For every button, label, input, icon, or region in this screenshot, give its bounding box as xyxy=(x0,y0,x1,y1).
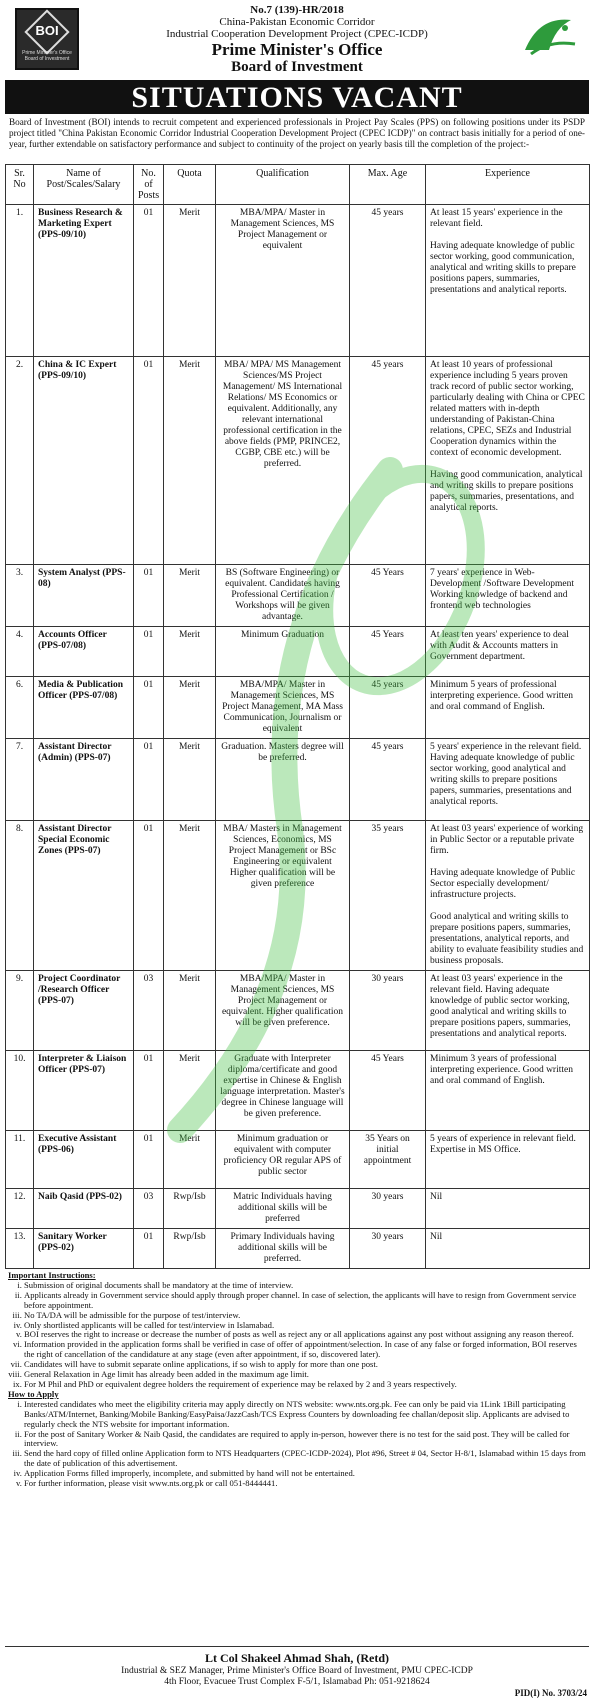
cell-quota: Merit xyxy=(164,971,216,1051)
cell-no: 8. xyxy=(6,821,34,971)
cell-qual: MBA/MPA/ Master in Management Sciences, MS Project Management, MA Mass Communication, Journalism or equivalent xyxy=(216,677,350,739)
instructions-title: Important Instructions: xyxy=(8,1270,96,1280)
emblem-icon xyxy=(519,10,581,64)
cell-age: 30 years xyxy=(350,1229,426,1269)
cell-qual: MBA/ Masters in Management Sciences, Economics, MS Project Management or BSc Engineering or equivalent Higher qualification will be given preference xyxy=(216,821,350,971)
cell-name: Media & Publication Officer (PPS-07/08) xyxy=(34,677,134,739)
cell-no: 2. xyxy=(6,357,34,565)
column-header: Max. Age xyxy=(350,165,426,205)
cell-exp: 5 years' experience in the relevant field. Having adequate knowledge of public sector working, good analytical and writing skills to prepare positions papers, summaries, presentations and analytical reports. xyxy=(426,739,590,821)
cell-quota: Merit xyxy=(164,739,216,821)
cell-no: 10. xyxy=(6,1051,34,1131)
cell-age: 35 years xyxy=(350,821,426,971)
cell-posts: 03 xyxy=(134,971,164,1051)
cell-posts: 01 xyxy=(134,205,164,357)
cell-exp: Minimum 3 years of professional interpreting experience. Good written and oral command of English. xyxy=(426,1051,590,1131)
instruction-item: ii. Applicants already in Government service should apply through proper channel. In case of selection, the applicants will have to resign from Government service before appointment. xyxy=(24,1291,586,1311)
cell-posts: 01 xyxy=(134,1051,164,1131)
cell-qual: Minimum Graduation xyxy=(216,627,350,677)
instruction-item: v. BOI reserves the right to increase or decrease the number of posts as well as reject any or all applications against any post without assigning any reason thereof. xyxy=(24,1330,586,1340)
cell-age: 45 Years xyxy=(350,627,426,677)
cell-exp: At least 03 years' experience in the relevant field. Having adequate knowledge of public sector working, good analytical and writing skills to prepare positions papers, summaries, presentations and analytical reports. xyxy=(426,971,590,1051)
cell-qual: Graduate with Interpreter diploma/certificate and good expertise in Chinese & English language interpretation. Master's degree in Chinese language will be given preference. xyxy=(216,1051,350,1131)
cell-no: 11. xyxy=(6,1131,34,1189)
cell-exp: 7 years' experience in Web-Development /Software Development Working knowledge of backend and frontend web technologies xyxy=(426,565,590,627)
cell-qual: Graduation. Masters degree will be preferred. xyxy=(216,739,350,821)
cell-posts: 01 xyxy=(134,739,164,821)
cell-name: Executive Assistant (PPS-06) xyxy=(34,1131,134,1189)
signature-block xyxy=(5,1646,589,1700)
cell-posts: 01 xyxy=(134,357,164,565)
table-row xyxy=(6,739,590,821)
boi-logo xyxy=(15,8,79,70)
instruction-item: i. Submission of original documents shall be mandatory at the time of interview. xyxy=(24,1281,586,1291)
situations-vacant-banner: SITUATIONS VACANT xyxy=(5,80,589,114)
cell-quota: Merit xyxy=(164,205,216,357)
instruction-item: i. Interested candidates who meet the eligibility criteria may apply directly on NTS website: www.nts.org.pk. Fee can only be paid via 1Link 1Bill participating Banks/ATM/Internet, Banking/Mobile Banking/EasyPaisa/JazzCash/TCS Express Counters by downloading fee challan/deposit slip. Applicants are advised to regularly check the NTS website for important information. xyxy=(24,1400,586,1430)
cell-no: 9. xyxy=(6,971,34,1051)
cell-name: System Analyst (PPS-08) xyxy=(34,565,134,627)
instruction-item: iv. Application Forms filled improperly, incomplete, and submitted by hand will not be entertained. xyxy=(24,1469,586,1479)
instruction-item: iv. Only shortlisted applicants will be called for test/interview in Islamabad. xyxy=(24,1321,586,1331)
instruction-item: iii. Send the hard copy of filled online Application form to NTS Headquarters (CPEC-ICDP-2024), Plot #96, Street # 04, Sector H-8/1, Islamabad within 15 days from the date of publication of this advertisement. xyxy=(24,1449,586,1469)
signatory-designation: Industrial & SEZ Manager, Prime Minister's Office Board of Investment, PMU CPEC-ICDP xyxy=(121,1666,473,1676)
signatory-name: Lt Col Shakeel Ahmad Shah, (Retd) xyxy=(204,1651,390,1665)
header xyxy=(5,4,589,80)
how-to-apply-title: How to Apply xyxy=(8,1388,59,1399)
office-title: Prime Minister's Office xyxy=(211,40,383,59)
table-row xyxy=(6,971,590,1051)
column-header: Qualification xyxy=(216,165,350,205)
instruction-item: v. For further information, please visit www.nts.org.pk or call 051-8444441. xyxy=(24,1479,586,1489)
pid-number: PID(I) No. 3703/24 xyxy=(514,1688,587,1698)
cell-quota: Merit xyxy=(164,1131,216,1189)
table-row xyxy=(6,357,590,565)
instruction-item: viii. General Relaxation in Age limit has already been added in the maximum age limit. xyxy=(24,1370,586,1380)
cell-age: 45 years xyxy=(350,677,426,739)
table-row xyxy=(6,1189,590,1229)
cell-qual: Matric Individuals having additional skills will be preferred xyxy=(216,1189,350,1229)
table-row xyxy=(6,677,590,739)
column-header: Quota xyxy=(164,165,216,205)
how-to-apply-list xyxy=(8,1400,586,1489)
advertisement-page xyxy=(5,4,589,1698)
cell-quota: Merit xyxy=(164,1051,216,1131)
intro-paragraph: Board of Investment (BOI) intends to recruit competent and experienced professionals in Project Pay Scales (PPS) on following positions under its PSDP project titled "China Pakistan Economic Corridor Industrial Cooperation Development Project (CPEC ICDP)" on contract basis initially for a period of one-year, further extendable on satisfactory performance and subject to continuity of the project on yearly basis till the completion of the project:- xyxy=(9,117,585,149)
instruction-item: ii. For the post of Sanitary Worker & Naib Qasid, the candidates are required to apply in-person, however there is no test for the said post. They will be called for interview. xyxy=(24,1430,586,1450)
cell-age: 45 Years xyxy=(350,565,426,627)
cell-age: 35 Years on initial appointment xyxy=(350,1131,426,1189)
cell-quota: Merit xyxy=(164,357,216,565)
table-row xyxy=(6,1131,590,1189)
signatory-address: 4th Floor, Evacuee Trust Complex F-5/1, Islamabad Ph: 051-9218624 xyxy=(164,1677,430,1687)
table-row xyxy=(6,821,590,971)
cell-name: Naib Qasid (PPS-02) xyxy=(34,1189,134,1229)
cell-age: 45 years xyxy=(350,205,426,357)
table-header-row xyxy=(6,165,590,205)
cell-no: 13. xyxy=(6,1229,34,1269)
table-row xyxy=(6,1229,590,1269)
cell-age: 45 Years xyxy=(350,1051,426,1131)
jobs-table-body xyxy=(6,205,590,1269)
header-line-2: Industrial Cooperation Development Project (CPEC-ICDP) xyxy=(166,28,428,40)
cell-name: Project Coordinator /Research Officer (PPS-07) xyxy=(34,971,134,1051)
cell-qual: BS (Software Engineering) or equivalent. Candidates having Professional Certification / Workshops will be given advantage. xyxy=(216,565,350,627)
cell-exp: Nil xyxy=(426,1229,590,1269)
cell-quota: Merit xyxy=(164,565,216,627)
cell-quota: Merit xyxy=(164,821,216,971)
board-title: Board of Investment xyxy=(231,59,363,75)
cell-qual: Minimum graduation or equivalent with computer proficiency OR regular APS of public sector xyxy=(216,1131,350,1189)
logo-text: BOI xyxy=(35,23,59,38)
cell-posts: 01 xyxy=(134,677,164,739)
cell-age: 30 years xyxy=(350,971,426,1051)
table-row xyxy=(6,627,590,677)
cell-exp: At least 10 years of professional experience including 5 years proven track record of public sector working, particularly dealing with China or CPEC related matters with in-depth understanding of Pakistan-China relations, CPEC, SEZs and Industrial Cooperation dynamics within the context of economic development. Having good communication, analytical and writing skills to prepare positions papers, summaries, presentations, and analytical reports. xyxy=(426,357,590,565)
instruction-item: iii. No TA/DA will be admissible for the purpose of test/interview. xyxy=(24,1311,586,1321)
jobs-table xyxy=(5,164,590,1269)
cell-exp: 5 years of experience in relevant field. Expertise in MS Office. xyxy=(426,1131,590,1189)
cell-name: Business Research & Marketing Expert (PPS-09/10) xyxy=(34,205,134,357)
cell-quota: Merit xyxy=(164,677,216,739)
cell-qual: MBA/ MPA/ MS Management Sciences/MS Project Management/ MS International Relations/ MS Economics or equivalent. Additionally, any relevant international professional certification in the above fields (PMP, PRINCE2, CGBP, CBE etc.) will be preferred. xyxy=(216,357,350,565)
cell-name: Sanitary Worker (PPS-02) xyxy=(34,1229,134,1269)
table-row xyxy=(6,1051,590,1131)
cell-no: 4. xyxy=(6,627,34,677)
cell-posts: 01 xyxy=(134,627,164,677)
cell-age: 45 years xyxy=(350,739,426,821)
cell-quota: Rwp/Isb xyxy=(164,1229,216,1269)
cell-quota: Rwp/Isb xyxy=(164,1189,216,1229)
cell-no: 1. xyxy=(6,205,34,357)
cell-name: Interpreter & Liaison Officer (PPS-07) xyxy=(34,1051,134,1131)
cell-exp: At least ten years' experience to deal with Audit & Accounts matters in Government department. xyxy=(426,627,590,677)
cell-age: 30 years xyxy=(350,1189,426,1229)
column-header: Name of Post/Scales/Salary xyxy=(34,165,134,205)
column-header: No. of Posts xyxy=(134,165,164,205)
cell-age: 45 years xyxy=(350,357,426,565)
header-titles xyxy=(125,4,469,76)
cell-posts: 01 xyxy=(134,1131,164,1189)
cell-posts: 01 xyxy=(134,821,164,971)
cell-exp: Minimum 5 years of professional interpreting experience. Good written and oral command of English. xyxy=(426,677,590,739)
cell-no: 7. xyxy=(6,739,34,821)
column-header: Sr. No xyxy=(6,165,34,205)
cell-qual: MBA/MPA/ Master in Management Sciences, MS Project Management or equivalent xyxy=(216,205,350,357)
instruction-item: vi. Information provided in the application forms shall be verified in case of offer of appointment/selection. In case of any false or forged information, BOI reserves the right of cancellation of the candidature at any stage (even after appointment, if so, discovered later). xyxy=(24,1340,586,1360)
cell-no: 3. xyxy=(6,565,34,627)
instructions-list xyxy=(8,1281,586,1390)
cell-exp: At least 15 years' experience in the relevant field. Having adequate knowledge of public sector working, good communication, analytical and writing skills to prepare positions papers, summaries, presentations and analytical reports. xyxy=(426,205,590,357)
cell-no: 12. xyxy=(6,1189,34,1229)
cell-posts: 01 xyxy=(134,565,164,627)
instruction-item: vii. Candidates will have to submit separate online applications, if so wish to apply for more than one post. xyxy=(24,1360,586,1370)
cell-name: Assistant Director (Admin) (PPS-07) xyxy=(34,739,134,821)
column-header: Experience xyxy=(426,165,590,205)
cell-exp: At least 03 years' experience of working in Public Sector or a reputable private firm. Having adequate knowledge of Public Sector especially development/ infrastructure projects. Good analytical and writing skills to prepare positions papers, summaries, presentations, analytical reports, and ability to evaluate feasibility studies and business proposals. xyxy=(426,821,590,971)
cell-exp: Nil xyxy=(426,1189,590,1229)
cell-qual: Primary Individuals having additional skills will be preferred. xyxy=(216,1229,350,1269)
cell-posts: 03 xyxy=(134,1189,164,1229)
cell-name: China & IC Expert (PPS-09/10) xyxy=(34,357,134,565)
cell-posts: 01 xyxy=(134,1229,164,1269)
table-row xyxy=(6,205,590,357)
cell-name: Assistant Director Special Economic Zones (PPS-07) xyxy=(34,821,134,971)
instruction-item: ix. For M Phil and PhD or equivalent degree holders the requirement of experience may be relaxed by 2 and 3 years respectively. xyxy=(24,1380,586,1390)
cell-qual: MBA/MPA/ Master in Management Sciences, MS Project Management or equivalent. Higher qualification will be given preference. xyxy=(216,971,350,1051)
logo-subtext: Prime Minister's Office Board of Investment xyxy=(22,50,72,62)
cell-no: 6. xyxy=(6,677,34,739)
table-row xyxy=(6,565,590,627)
header-line-1: China-Pakistan Economic Corridor xyxy=(219,16,375,28)
cell-quota: Merit xyxy=(164,627,216,677)
reference-number: No.7 (139)-HR/2018 xyxy=(250,4,344,16)
cell-name: Accounts Officer (PPS-07/08) xyxy=(34,627,134,677)
instructions xyxy=(5,1269,589,1489)
